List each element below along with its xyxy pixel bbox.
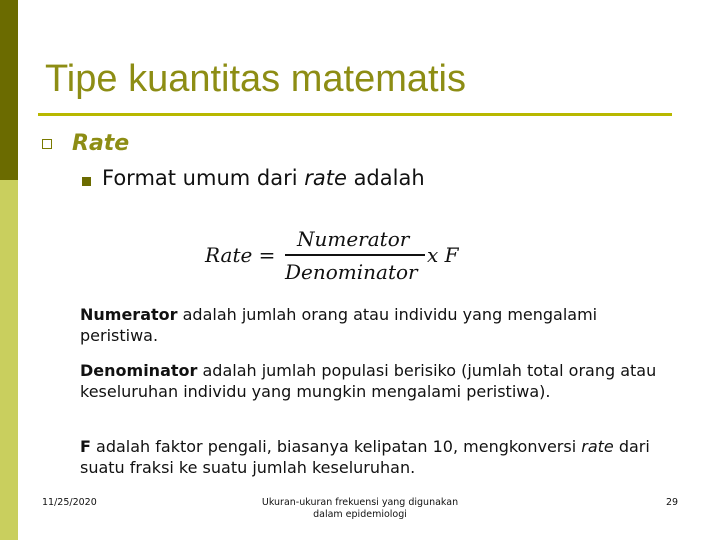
footer-title-line2: dalam epidemiologi <box>313 509 407 520</box>
definition-italic: rate <box>581 437 614 456</box>
sub-bullet-suffix: adalah <box>346 166 425 190</box>
sub-bullet <box>102 166 425 190</box>
definition-text-2: dari suatu fraksi ke suatu jumlah keseluruhan. <box>80 437 650 477</box>
formula-denominator: Denominator <box>285 260 418 284</box>
definition-text: adalah jumlah populasi berisiko (jumlah total orang atau keseluruhan individu yang mungkin mengalami peristiwa). <box>80 361 657 401</box>
side-bar-dark <box>0 0 18 180</box>
definition-denominator <box>80 360 680 402</box>
footer-date: 11/25/2020 <box>42 497 97 508</box>
definition-text: adalah faktor pengali, biasanya kelipatan 10, mengkonversi <box>90 437 582 456</box>
footer-title <box>230 497 490 521</box>
definition-factor <box>80 436 680 478</box>
formula-lhs: Rate = <box>205 243 276 267</box>
sub-bullet-italic: rate <box>304 166 347 190</box>
definition-term: F <box>80 437 91 456</box>
definition-term: Numerator <box>80 305 178 324</box>
page-number: 29 <box>666 497 679 508</box>
definition-numerator <box>80 304 680 346</box>
formula-rhs: x F <box>427 243 459 267</box>
title-underline <box>38 113 672 116</box>
formula-numerator: Numerator <box>297 227 410 251</box>
side-bar-light <box>0 180 18 540</box>
sub-bullet-prefix: Format umum dari <box>102 166 305 190</box>
definition-term: Denominator <box>80 361 198 380</box>
footer-title-line1: Ukuran-ukuran frekuensi yang digunakan <box>261 497 459 508</box>
square-bullet-icon <box>42 139 52 149</box>
filled-square-bullet-icon <box>82 177 91 186</box>
fraction-bar <box>285 254 425 256</box>
slide-title: Tipe kuantitas matematis <box>45 58 466 100</box>
bullet-heading: Rate <box>72 131 130 156</box>
definition-text: adalah jumlah orang atau individu yang mengalami peristiwa. <box>80 305 598 345</box>
